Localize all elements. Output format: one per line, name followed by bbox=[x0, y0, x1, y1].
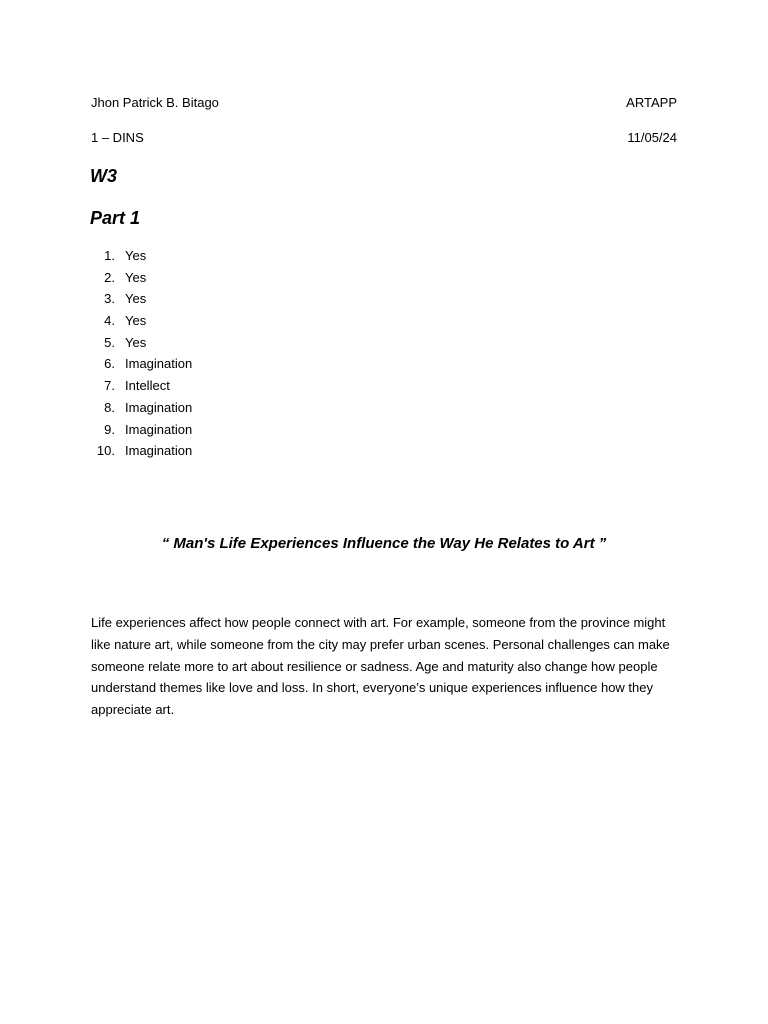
answer-list bbox=[90, 246, 192, 463]
essay-title: “ Man's Life Experiences Influence the Way He Relates to Art ” bbox=[161, 535, 607, 552]
list-item bbox=[90, 441, 192, 463]
list-item-number: 1. bbox=[104, 248, 115, 263]
header-row-bottom bbox=[91, 130, 677, 146]
list-item bbox=[90, 311, 192, 333]
list-item-number: 4. bbox=[104, 313, 115, 329]
list-item-text: Yes bbox=[125, 269, 147, 285]
list-item bbox=[90, 398, 192, 420]
date-label: 11/05/24 bbox=[627, 130, 677, 145]
list-item-text: Yes bbox=[125, 334, 147, 350]
list-item-number: 9. bbox=[104, 421, 115, 437]
list-item bbox=[90, 289, 192, 311]
subject-code: ARTAPP bbox=[626, 95, 677, 110]
list-item bbox=[90, 246, 192, 268]
list-item bbox=[90, 376, 192, 398]
list-item-number: 7. bbox=[104, 378, 115, 394]
section-label: 1 – DINS bbox=[91, 130, 144, 145]
list-item-text: Imagination bbox=[125, 443, 193, 459]
list-item-text: Imagination bbox=[125, 399, 193, 415]
list-item-text: Imagination bbox=[125, 421, 193, 437]
student-name: Jhon Patrick B. Bitago bbox=[91, 95, 219, 110]
list-item-number: 6. bbox=[104, 356, 115, 372]
list-item bbox=[90, 354, 192, 376]
list-item-text: Intellect bbox=[125, 378, 170, 394]
list-item-number: 8. bbox=[104, 399, 115, 415]
list-item-number: 2. bbox=[104, 269, 115, 285]
week-heading: W3 bbox=[90, 166, 117, 186]
list-item bbox=[90, 420, 192, 442]
part-heading: Part 1 bbox=[90, 208, 141, 228]
list-item-number: 5. bbox=[104, 334, 115, 350]
list-item-text: Yes bbox=[125, 248, 147, 263]
essay-paragraph: Life experiences affect how people connect with art. For example, someone from the province might like nature art, while someone from the city may prefer urban scenes. Personal challenges can make someone relate more to art about resilience or sadness. Age and maturity also change how people understand themes like love and loss. In short, everyone’s unique experiences influence how they appreciate art. bbox=[91, 615, 670, 718]
header-row-top bbox=[91, 95, 677, 111]
list-item-text: Yes bbox=[125, 291, 147, 307]
list-item bbox=[90, 333, 192, 355]
list-item-text: Yes bbox=[125, 313, 147, 329]
list-item-text: Imagination bbox=[125, 356, 193, 372]
list-item-number: 3. bbox=[104, 291, 115, 307]
list-item bbox=[90, 268, 192, 290]
list-item-number: 10. bbox=[96, 443, 115, 459]
